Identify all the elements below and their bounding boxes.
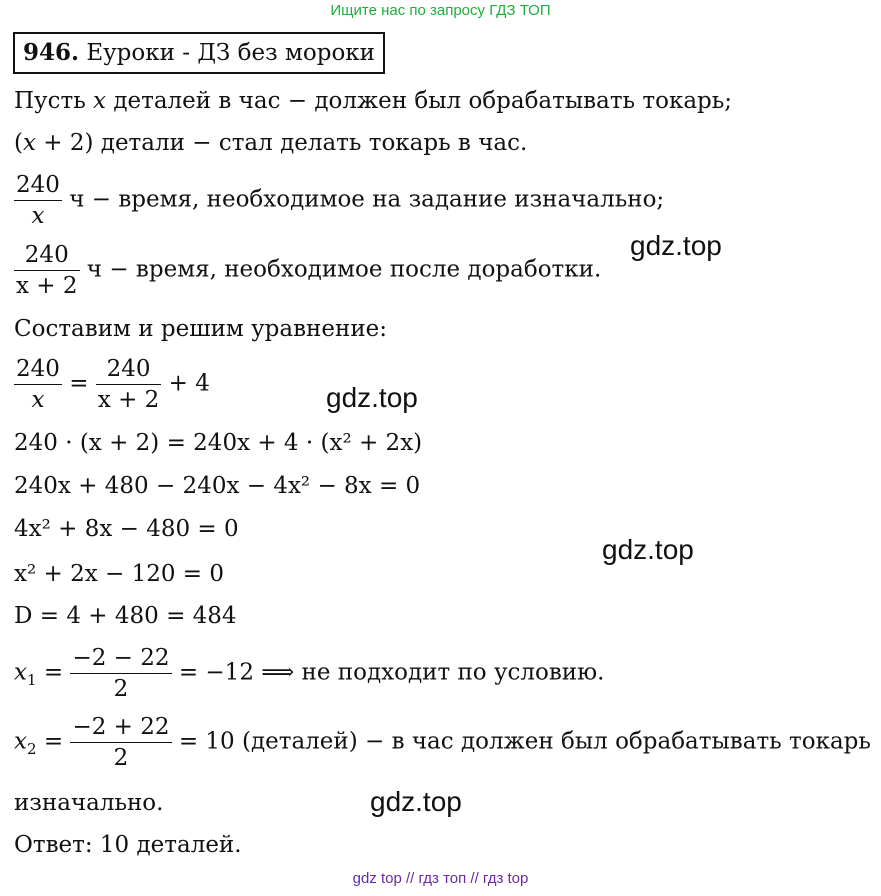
exercise-title [13, 32, 385, 74]
line-4: $\frac{240}{x + 2}$ ч − время, необходимое после доработки. [16, 242, 602, 299]
exercise-number: 946. [23, 39, 80, 66]
fraction: $\frac{240}{x + 2}$ [16, 242, 78, 299]
line-3: $\frac{240}{x}$ ч − время, необходимое на задание изначально; [16, 172, 665, 229]
fraction: $\frac{-2 - 22}{2}$ [72, 645, 170, 702]
line-1: Пусть x деталей в час − должен был обрабатывать токарь; [14, 88, 733, 114]
root-x1: $x_1$ = $\frac{-2 - 22}{2}$ = −12 ⟹ не подходит по условию. [14, 645, 605, 702]
fraction: $\frac{240}{x}$ [16, 172, 60, 229]
fraction: $\frac{240}{x}$ [16, 356, 60, 413]
line-8: 4x² + 8x − 480 = 0 [14, 516, 239, 542]
line-7: 240x + 480 − 240x − 4x² − 8x = 0 [14, 473, 421, 499]
line-2: (x + 2) детали − стал делать токарь в час. [14, 130, 528, 156]
line-5: Составим и решим уравнение: [14, 316, 388, 342]
watermark: gdz.top [602, 534, 694, 565]
line-10: D = 4 + 480 = 484 [14, 603, 237, 629]
watermark: gdz.top [370, 786, 462, 817]
line-9: x² + 2x − 120 = 0 [14, 561, 225, 587]
answer: Ответ: 10 деталей. [14, 832, 242, 858]
footer-links[interactable]: gdz top // гдз топ // гдз top [352, 870, 529, 887]
line-6: 240 · (x + 2) = 240x + 4 · (x² + 2x) [14, 430, 423, 456]
line-11: изначально. [14, 790, 164, 816]
root-x2: $x_2$ = $\frac{-2 + 22}{2}$ = 10 (деталей) − в час должен был обрабатывать токарь [14, 714, 871, 771]
fraction: $\frac{240}{x + 2}$ [97, 356, 160, 413]
top-banner[interactable]: Ищите нас по запросу ГДЗ ТОП [330, 2, 551, 19]
fraction: $\frac{-2 + 22}{2}$ [72, 714, 170, 771]
watermark: gdz.top [326, 382, 418, 413]
exercise-title-text: Еуроки - ДЗ без мороки [86, 40, 376, 66]
watermark: gdz.top [630, 230, 722, 261]
equation: $\frac{240}{x}$ = $\frac{240}{x + 2}$ + 4 [16, 356, 210, 413]
